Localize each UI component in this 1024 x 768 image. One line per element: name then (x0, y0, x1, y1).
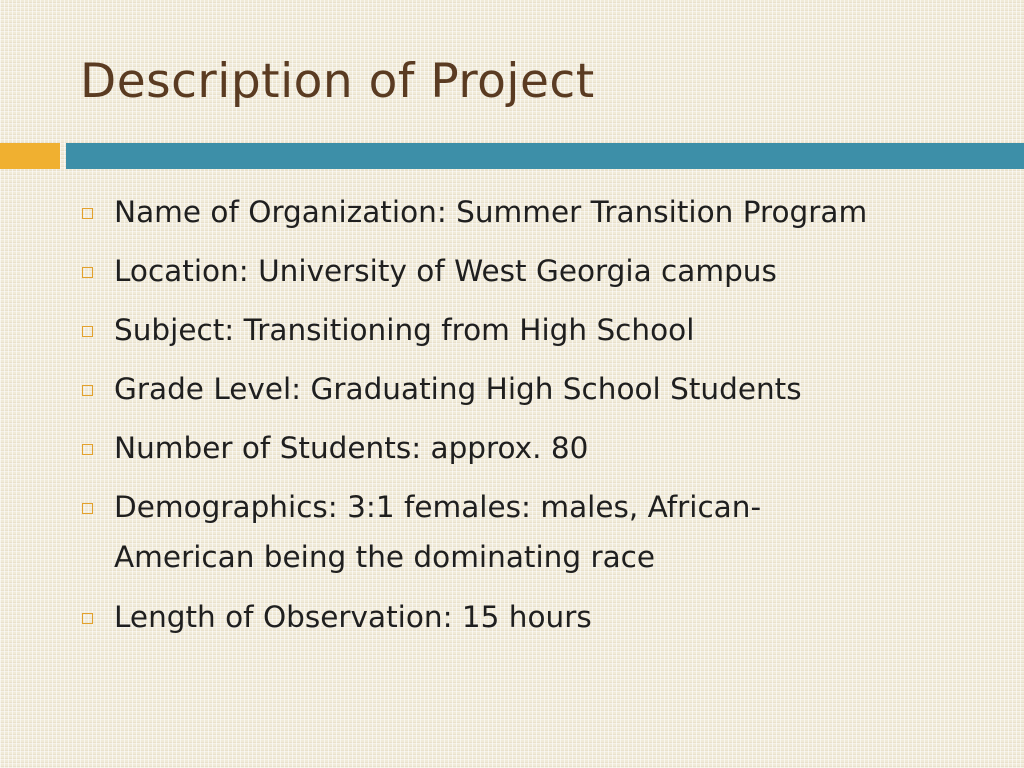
bullet-text: Name of Organization: Summer Transition Program (114, 195, 868, 229)
bullet-text: Demographics: 3:1 females: males, African- American being the dominating race (114, 490, 762, 574)
bullet-item-organization (82, 187, 992, 246)
bullet-item-length-of-observation (82, 592, 992, 651)
slide-title: Description of Project (80, 54, 595, 109)
bullet-text: Length of Observation: 15 hours (114, 600, 592, 634)
hollow-square-bullet-icon (82, 208, 93, 219)
bullet-item-location (82, 246, 992, 305)
hollow-square-bullet-icon (82, 267, 93, 278)
bullet-item-number-of-students (82, 423, 992, 482)
bullet-text: Subject: Transitioning from High School (114, 313, 695, 347)
hollow-square-bullet-icon (82, 613, 93, 624)
bullet-list (82, 187, 992, 651)
bullet-text: Grade Level: Graduating High School Students (114, 372, 802, 406)
title-divider-bar (66, 143, 1024, 169)
hollow-square-bullet-icon (82, 503, 93, 514)
hollow-square-bullet-icon (82, 326, 93, 337)
bullet-text: Location: University of West Georgia campus (114, 254, 777, 288)
bullet-item-subject (82, 305, 992, 364)
bullet-item-grade-level (82, 364, 992, 423)
accent-bar (0, 143, 60, 169)
hollow-square-bullet-icon (82, 385, 93, 396)
bullet-item-demographics (82, 482, 992, 592)
hollow-square-bullet-icon (82, 444, 93, 455)
bullet-text: Number of Students: approx. 80 (114, 431, 589, 465)
